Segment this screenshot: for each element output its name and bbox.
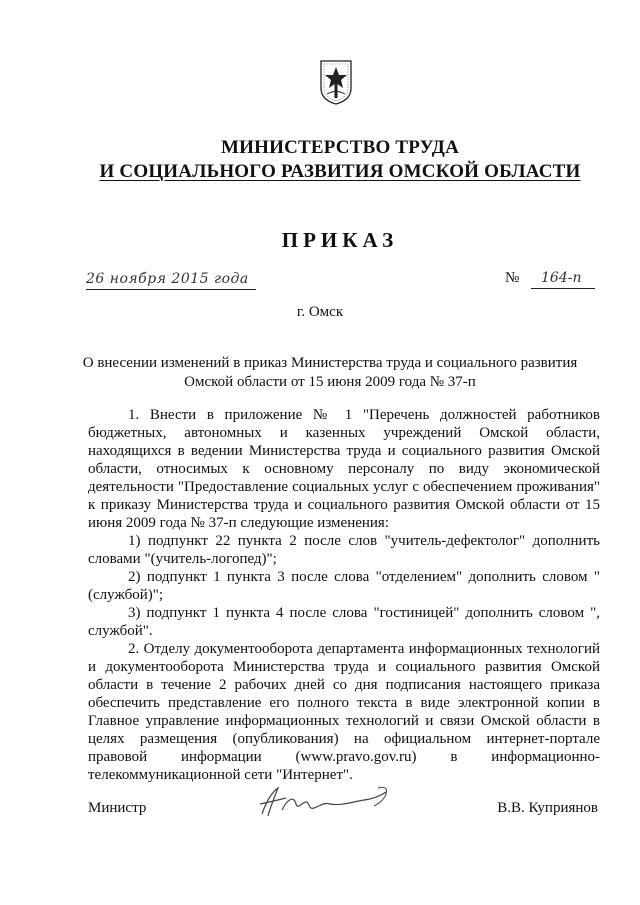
body-paragraph-3: 2) подпункт 1 пункта 3 после слова "отделением" дополнить словом "(службой)"; — [88, 569, 600, 603]
order-date-field — [86, 269, 256, 290]
order-date-handwritten: 26 ноября 2015 года — [86, 271, 249, 287]
body-paragraph-4: 3) подпункт 1 пункта 4 после слова "гостиницей" дополнить словом ", службой". — [88, 605, 600, 639]
order-number-field — [505, 269, 595, 289]
handwritten-signature-icon — [248, 780, 398, 824]
body-paragraph-2: 1) подпункт 22 пункта 2 после слов "учитель-дефектолог" дополнить словами "(учитель-логопед)"; — [88, 533, 600, 567]
order-subject-line1: О внесении изменений в приказ Министерства труда и социального развития — [82, 355, 578, 371]
order-body — [88, 406, 600, 784]
order-subject — [70, 354, 590, 392]
signatory-name: В.В. Куприянов — [497, 800, 598, 816]
order-number-sign: № — [505, 270, 520, 286]
ministry-name-line1: МИНИСТЕРСТВО ТРУДА — [221, 137, 459, 158]
ministry-name-line2: И СОЦИАЛЬНОГО РАЗВИТИЯ ОМСКОЙ ОБЛАСТИ — [99, 161, 581, 182]
order-city: г. Омск — [296, 304, 344, 320]
body-paragraph-1: 1. Внести в приложение № 1 "Перечень должностей работников бюджетных, автономных и казенных учреждений Омской области, находящихся в ведении Министерства труда и социального развития Омской области, относимых к основному персоналу по виду экономической деятельности "Предоставление социальных услуг с обеспечением проживания" к приказу Министерства труда и социального развития Омской области от 15 июня 2009 года № 37-п следующие изменения: — [88, 407, 600, 531]
omsk-coat-of-arms-icon — [318, 58, 354, 106]
order-subject-line2: Омской области от 15 июня 2009 года № 37-п — [184, 374, 476, 390]
body-paragraph-5: 2. Отделу документооборота департамента информационных технологий и документооборота Министерства труда и социального развития Омской области в течение 2 рабочих дней со дня подписания настоящего приказа обеспечить представление его полного текста в виде электронной копии в Главное управление информационных технологий и связи Омской области в целях размещения (опубликования) на официальном интернет-портале правовой информации (www.pravo.gov.ru) в информационно-телекоммуникационной сети "Интернет". — [88, 641, 600, 783]
order-number-handwritten: 164-п — [541, 270, 582, 286]
document-title: ПРИКАЗ — [281, 228, 399, 252]
signatory-position: Министр — [88, 800, 147, 816]
order-number-line — [531, 270, 595, 289]
